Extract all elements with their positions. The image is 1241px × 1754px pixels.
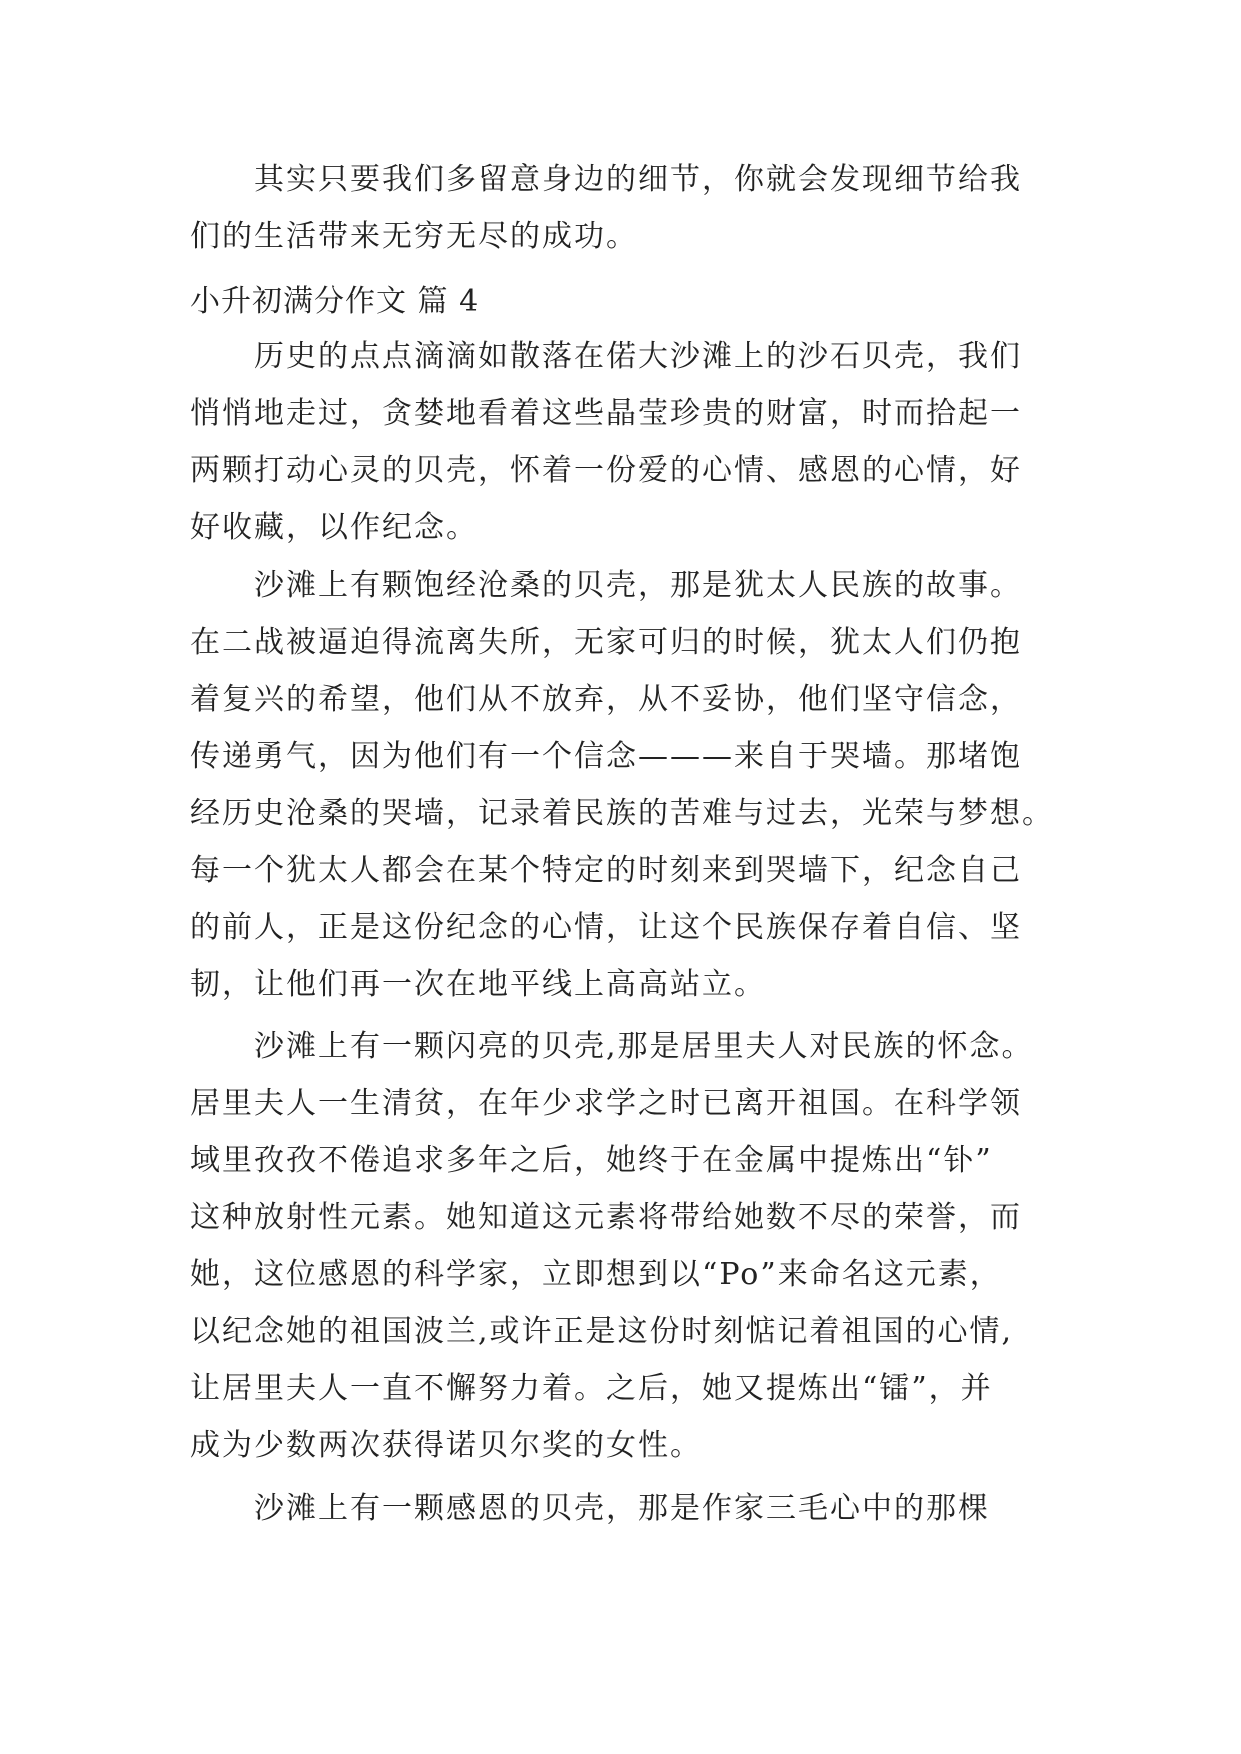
- text-line: 历史的点点滴滴如散落在偌大沙滩上的沙石贝壳，我们: [254, 339, 1022, 374]
- text-line: 域里孜孜不倦追求多年之后，她终于在金属中提炼出“钋”: [190, 1143, 993, 1178]
- text-line: 这种放射性元素。她知道这元素将带给她数不尽的荣誉，而: [190, 1200, 1022, 1235]
- text-line: 在二战被逼迫得流离失所，无家可归的时候，犹太人们仍抱: [190, 625, 1022, 660]
- text-line: 居里夫人一生清贫，在年少求学之时已离开祖国。在科学领: [190, 1086, 1022, 1121]
- text-line: 沙滩上有一颗感恩的贝壳，那是作家三毛心中的那棵: [254, 1491, 990, 1526]
- text-line: 悄悄地走过，贪婪地看着这些晶莹珍贵的财富，时而拾起一: [190, 396, 1022, 431]
- text-line: 们的生活带来无穷无尽的成功。: [190, 219, 638, 254]
- text-line: 每一个犹太人都会在某个特定的时刻来到哭墙下，纪念自己: [190, 853, 1022, 888]
- text-line: 着复兴的希望，他们从不放弃，从不妥协，他们坚守信念，: [190, 682, 1022, 717]
- text-line: 沙滩上有颗饱经沧桑的贝壳，那是犹太人民族的故事。: [254, 568, 1022, 603]
- text-line: 让居里夫人一直不懈努力着。之后，她又提炼出“镭”，并: [190, 1371, 993, 1406]
- text-line: 两颗打动心灵的贝壳，怀着一份爱的心情、感恩的心情，好: [190, 453, 1022, 488]
- text-line: 经历史沧桑的哭墙，记录着民族的苦难与过去，光荣与梦想。: [190, 796, 1054, 831]
- text-line: 她，这位感恩的科学家，立即想到以“Po”来命名这元素，: [190, 1257, 1002, 1292]
- text-line: 好收藏，以作纪念。: [190, 510, 478, 545]
- text-line: 沙滩上有一颗闪亮的贝壳,那是居里夫人对民族的怀念。: [254, 1029, 1034, 1064]
- text-line: 韧，让他们再一次在地平线上高高站立。: [190, 967, 766, 1002]
- text-line: 其实只要我们多留意身边的细节，你就会发现细节给我: [254, 162, 1022, 197]
- text-line: 成为少数两次获得诺贝尔奖的女性。: [190, 1428, 702, 1463]
- text-line: 以纪念她的祖国波兰,或许正是这份时刻惦记着祖国的心情,: [190, 1314, 1014, 1349]
- section-heading: 小升初满分作文 篇 4: [190, 284, 480, 319]
- text-line: 的前人，正是这份纪念的心情，让这个民族保存着自信、坚: [190, 910, 1022, 945]
- text-line: 传递勇气，因为他们有一个信念———来自于哭墙。那堵饱: [190, 739, 1022, 774]
